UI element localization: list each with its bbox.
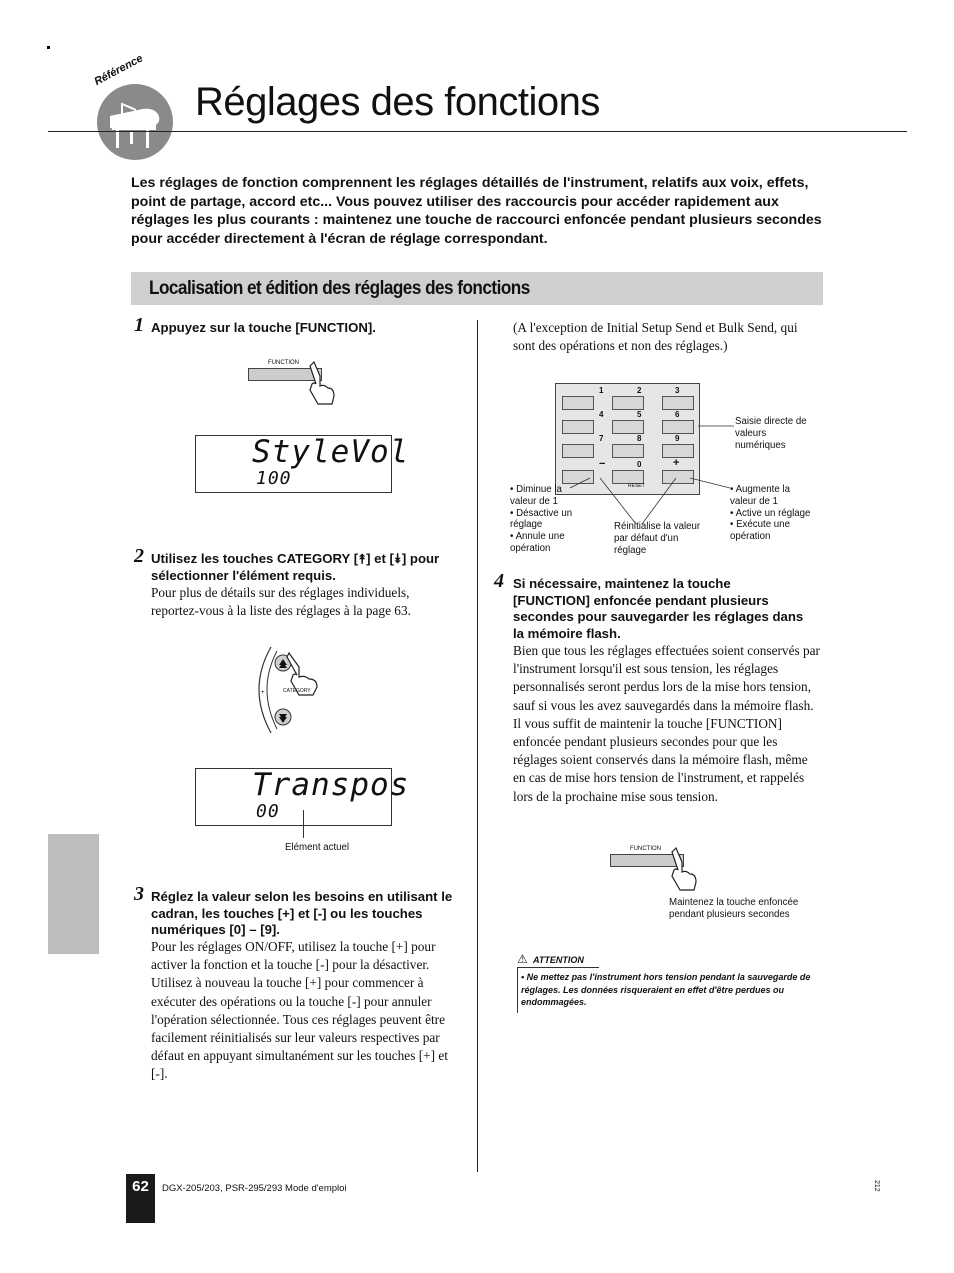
step-1-number: 1 xyxy=(134,314,144,336)
step-2-body: Pour plus de détails sur des réglages individuels, reportez-vous à la liste des réglages à la page 63. xyxy=(151,585,411,619)
attention-header xyxy=(517,952,599,968)
step-3-number: 3 xyxy=(134,883,144,905)
lcd2-value-text: 00 xyxy=(256,801,280,822)
attention-box xyxy=(517,952,827,1009)
key-label: 7 xyxy=(599,434,604,443)
chapter-side-tab xyxy=(48,834,99,954)
plus-note: • Active un réglage xyxy=(730,507,811,519)
step-2-heading: Utilisez les touches CATEGORY [⯭] et [⯯] pour sélectionner l'élément requis. xyxy=(151,551,440,583)
key-label: 4 xyxy=(599,410,604,419)
step-3-body: Pour les réglages ON/OFF, utilisez la touche [+] pour activer la fonction et la touche [-] pour la désactiver. Utilisez à nouveau la touche [+] pour commencer à exécuter des opérations ou la touche [-] pour annuler l'opération sélectionnée. Tous ces réglages peuvent être facilement réinitialisés sur leur valeurs respectives par défaut en appuyant simultanément sur les touches [+] et [-]. xyxy=(151,939,448,1082)
function-label: FUNCTION xyxy=(268,360,299,366)
lcd2-main-text: Transpos xyxy=(252,767,410,803)
column-divider xyxy=(477,320,478,1172)
key-label: − xyxy=(599,458,606,470)
category-down-icon: ⯯ xyxy=(393,551,402,566)
function-label: FUNCTION xyxy=(630,846,661,852)
step-1-heading: Appuyez sur la touche [FUNCTION]. xyxy=(151,320,376,335)
step-4-heading: Si nécessaire, maintenez la touche [FUNCTION] enfoncée pendant plusieurs secondes pour sauvegarder les réglages dans la mémoire flash. xyxy=(513,576,804,641)
category-up-icon: ⯭ xyxy=(358,551,367,566)
current-element-pointer xyxy=(303,810,304,838)
section-heading xyxy=(131,272,823,305)
key-label: + xyxy=(673,457,680,469)
step-4-body: Bien que tous les réglages effectuées soient conservés par l'instrument lorsqu'il est sous tension, les réglages personnalisés seront perdus lors de la mise hors tension, sauf si vous les avez sauvegardés dans la mémoire flash. Il vous suffit de maintenir la touche [FUNCTION] enfoncée pendant plusieurs secondes pour que les réglages soient conservés dans la mémoire flash, même en cas de mise hors tension de l'instrument, et rappelés lors de la prochaine mise sous tension. xyxy=(513,643,820,804)
lcd1-main-text: StyleVol xyxy=(252,434,410,470)
pointing-hand-icon xyxy=(306,358,338,406)
reset-label: RESET xyxy=(628,483,645,489)
step-3-heading: Réglez la valeur selon les besoins en utilisant le cadran, les touches [+] et [-] ou les touches numériques [0] – [9]. xyxy=(151,889,453,937)
hold-caption: Maintenez la touche enfoncée pendant plusieurs secondes xyxy=(669,897,799,920)
step-3-continuation: (A l'exception de Initial Setup Send et Bulk Send, qui sont des opérations et non des réglages.) xyxy=(513,320,798,354)
attention-sidebar-line xyxy=(517,967,518,1013)
current-element-caption: Elément actuel xyxy=(285,842,350,853)
direct-entry-note: Saisie directe de valeurs numériques xyxy=(735,416,807,451)
corner-mark xyxy=(47,46,50,49)
key-label: 9 xyxy=(675,434,680,443)
minus-note: • Désactive un réglage xyxy=(510,507,573,531)
warning-triangle-icon: ⚠ xyxy=(517,952,528,966)
attention-text: • Ne mettez pas l'instrument hors tension pendant la sauvegarde de réglages. Les données risqueraient en effet d'être perdues ou endommagées. xyxy=(521,972,811,1007)
attention-label: ATTENTION xyxy=(533,955,584,965)
lcd-display-stylevol xyxy=(195,434,410,493)
section-title: Localisation et édition des réglages des fonctions xyxy=(149,277,530,299)
side-code: 212 xyxy=(873,1180,880,1192)
key-label: 6 xyxy=(675,410,680,419)
plus-notes xyxy=(730,484,812,543)
svg-text:+: + xyxy=(261,690,265,696)
page-title: Réglages des fonctions xyxy=(195,80,600,124)
minus-notes xyxy=(502,484,590,555)
plus-note: • Augmente la valeur de 1 xyxy=(730,484,790,507)
step-2-number: 2 xyxy=(134,545,144,567)
page-number: 62 xyxy=(126,1174,155,1223)
key-label: 5 xyxy=(637,410,642,419)
lcd1-value-text: 100 xyxy=(256,468,292,489)
category-label: CATEGORY xyxy=(283,688,311,694)
reference-tag: Référence xyxy=(92,52,145,88)
lcd-display-transpos xyxy=(195,767,410,826)
step-4-number: 4 xyxy=(494,570,504,592)
keypad-callout-lines xyxy=(570,420,740,530)
minus-note: • Diminue la valeur de 1 xyxy=(510,484,562,507)
key-label: 2 xyxy=(637,386,642,395)
reset-note: Réinitialise la valeur par défaut d'un réglage xyxy=(614,521,701,556)
key-label: 1 xyxy=(599,386,604,395)
key-label: 8 xyxy=(637,434,642,443)
plus-note: • Exécute une opération xyxy=(730,519,790,543)
key-label: 0 xyxy=(637,460,642,469)
footer-text: DGX-205/203, PSR-295/293 Mode d'emploi xyxy=(162,1183,347,1194)
minus-note: • Annule une opération xyxy=(510,531,565,554)
pointing-hand-icon xyxy=(668,844,700,892)
key-label: 3 xyxy=(675,386,680,395)
title-rule xyxy=(48,131,907,132)
intro-paragraph: Les réglages de fonction comprennent les réglages détaillés de l'instrument, relatifs aux voix, effets, point de partage, accord etc... Vous pouvez utiliser des raccourcis pour accéder rapidement aux réglages les plus courants : maintenez une touche de raccourci enfoncée pendant plusieurs secondes pour accéder directement à l'écran de réglage correspondant. xyxy=(131,175,822,247)
